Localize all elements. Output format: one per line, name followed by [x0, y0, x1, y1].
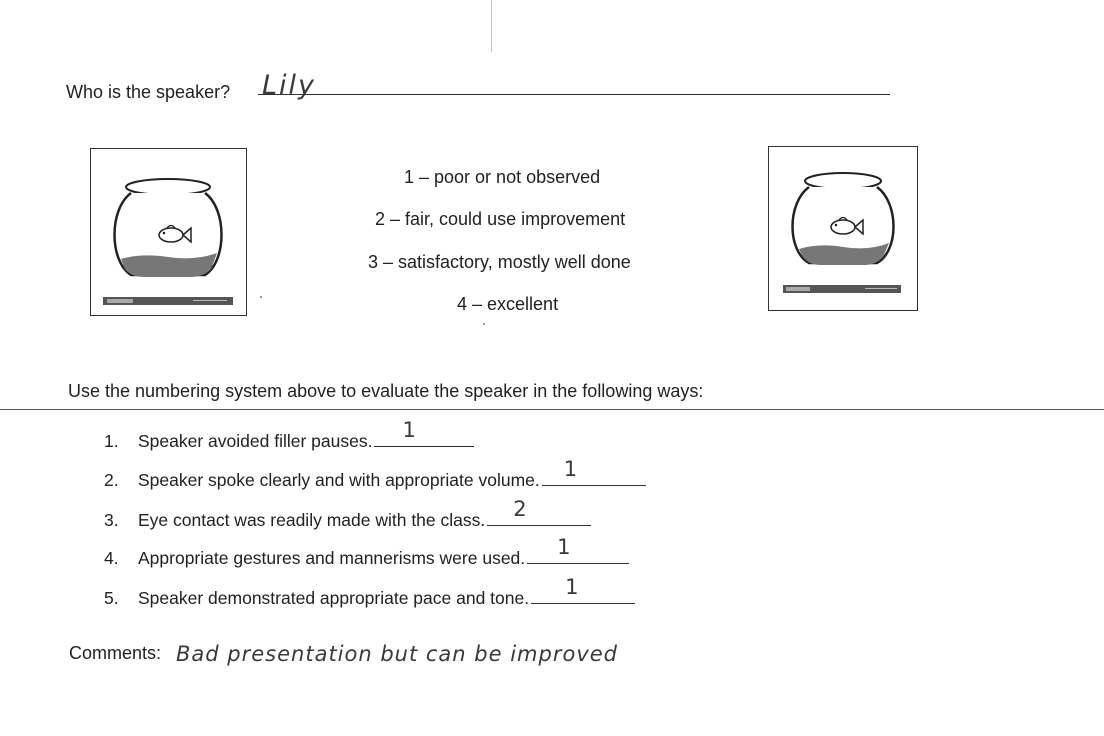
criteria-text: Speaker spoke clearly and with appropriate volume.: [138, 470, 540, 490]
score-handwritten: 1: [563, 457, 578, 481]
score-blank: [542, 457, 646, 486]
criteria-number: 1.: [104, 431, 119, 451]
fishbowl-icon: [91, 149, 246, 315]
score-handwritten: 1: [557, 535, 571, 559]
scale-item-4: 4 – excellent: [457, 294, 559, 314]
criteria-row-3: [104, 497, 591, 531]
paper-speck: [260, 296, 262, 298]
criteria-row-1: [104, 418, 474, 452]
criteria-text: Speaker demonstrated appropriate pace and tone.: [138, 588, 530, 608]
score-handwritten: 2: [513, 497, 527, 521]
fishbowl-image-left: [90, 148, 247, 316]
criteria-number: 2.: [104, 470, 119, 490]
criteria-text: Eye contact was readily made with the class.: [138, 510, 486, 530]
paper-speck: [483, 323, 485, 325]
fishbowl-image-right: [768, 146, 918, 311]
criteria-number: 5.: [104, 588, 119, 608]
speaker-name-handwritten: Lily: [262, 70, 317, 101]
horizontal-rule: [0, 409, 1104, 410]
score-blank: [527, 535, 629, 564]
score-blank: [487, 497, 591, 526]
speaker-question-label: Who is the speaker?: [66, 82, 231, 102]
score-handwritten: 1: [565, 575, 579, 599]
criteria-row-4: [104, 535, 629, 569]
scale-item-3: 3 – satisfactory, mostly well done: [368, 252, 631, 272]
score-blank: [531, 575, 635, 604]
score-blank: [374, 418, 474, 447]
instructions-text: Use the numbering system above to evaluate the speaker in the following ways:: [68, 381, 704, 401]
paper-fold-line: [491, 0, 492, 52]
fishbowl-icon: [769, 147, 917, 310]
score-handwritten: 1: [402, 418, 416, 442]
scale-item-1: 1 – poor or not observed: [404, 167, 601, 187]
criteria-number: 3.: [104, 510, 119, 530]
comments-handwritten: Bad presentation but can be improved: [176, 642, 618, 666]
scale-item-2: 2 – fair, could use improvement: [375, 209, 626, 229]
criteria-row-5: [104, 575, 635, 609]
comments-label: Comments:: [69, 643, 162, 663]
criteria-text: Appropriate gestures and mannerisms were used.: [138, 548, 526, 568]
criteria-number: 4.: [104, 548, 119, 568]
speaker-answer-line: [258, 94, 890, 95]
criteria-text: Speaker avoided filler pauses.: [138, 431, 373, 451]
criteria-row-2: [104, 457, 646, 491]
